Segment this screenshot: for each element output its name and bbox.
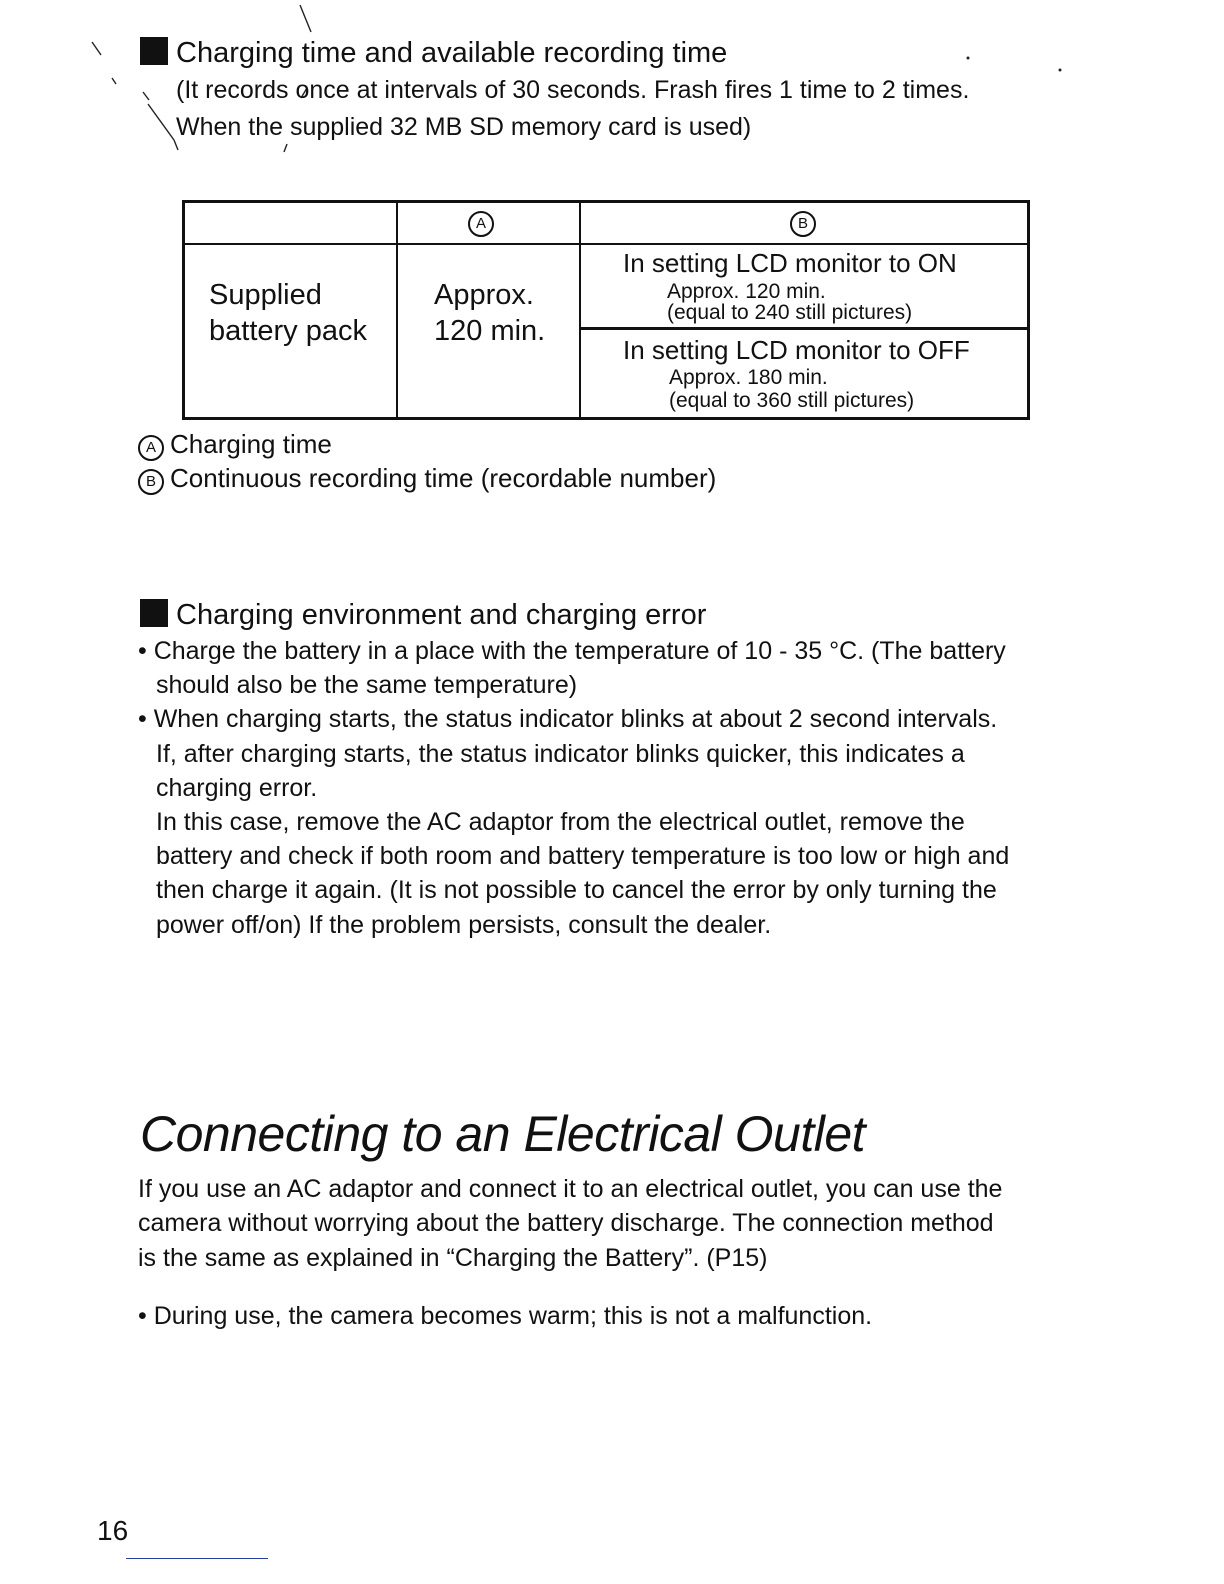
charging-time-line-1: Approx. (434, 279, 534, 311)
circled-a-symbol: A (138, 435, 164, 461)
lcd-on-condition: In setting LCD monitor to ON (623, 248, 957, 278)
bullet-2-line-7: power off/on) If the problem persists, consult the dealer. (156, 910, 772, 939)
lcd-on-time: Approx. 120 min. (667, 280, 826, 303)
bullet-2-line-2: If, after charging starts, the status indicator blinks quicker, this indicates a (156, 739, 965, 768)
outlet-bullet: • During use, the camera becomes warm; this is not a malfunction. (138, 1302, 873, 1330)
table-divider (579, 203, 581, 417)
lcd-off-condition: In setting LCD monitor to OFF (623, 335, 970, 365)
circled-b-symbol: B (790, 211, 816, 237)
table-divider (185, 243, 1027, 245)
footer-rule (126, 1558, 268, 1559)
bullet-1-line-2: should also be the same temperature) (156, 671, 578, 700)
charging-time-line-2: 120 min. (434, 315, 546, 347)
outlet-para-line-2: camera without worrying about the battery discharge. The connection method (138, 1209, 994, 1237)
charging-table (182, 200, 1030, 420)
bullet-2-line-3: charging error. (156, 773, 318, 802)
column-a-header (468, 211, 494, 237)
lcd-on-pictures: (equal to 240 still pictures) (667, 301, 913, 324)
table-divider (581, 327, 1027, 330)
lcd-off-time: Approx. 180 min. (669, 366, 828, 389)
outlet-para-line-3: is the same as explained in “Charging the Battery”. (P15) (138, 1244, 768, 1272)
lcd-off-pictures: (equal to 360 still pictures) (669, 389, 915, 412)
heading-square-icon (140, 599, 168, 627)
outlet-para-line-1: If you use an AC adaptor and connect it to an electrical outlet, you can use the (138, 1175, 1003, 1203)
charging-note-line-1: (It records once at intervals of 30 seconds. Frash fires 1 time to 2 times. (176, 76, 970, 104)
heading-square-icon (140, 37, 168, 65)
page-number: 16 (97, 1515, 129, 1546)
row-label-line-2: battery pack (209, 315, 367, 347)
bullet-2-line-4: In this case, remove the AC adaptor from the electrical outlet, remove the (156, 808, 965, 837)
bullet-2-line-5: battery and check if both room and battery temperature is too low or high and (156, 842, 1010, 871)
charging-note-line-2: When the supplied 32 MB SD memory card is used) (176, 113, 752, 141)
row-label-line-1: Supplied (209, 279, 322, 311)
environment-bullets (138, 634, 1088, 942)
circled-a-symbol: A (468, 211, 494, 237)
outlet-title: Connecting to an Electrical Outlet (140, 1106, 866, 1162)
bullet-2-line-1: • When charging starts, the status indicator blinks at about 2 second intervals. (138, 705, 998, 734)
column-b-header (790, 211, 816, 237)
charging-environment-heading (140, 598, 706, 632)
bullet-2-line-6: then charge it again. (It is not possible to cancel the error by only turning the (156, 876, 997, 905)
legend-b (138, 462, 716, 495)
charging-time-heading-text: Charging time and available recording time (176, 37, 728, 69)
legend-a (138, 428, 332, 461)
table-divider (396, 203, 398, 417)
bullet-1-line-1: • Charge the battery in a place with the temperature of 10 - 35 °C. (The battery (138, 637, 1006, 665)
legend-b-text: Continuous recording time (recordable number) (170, 463, 717, 493)
charging-environment-heading-text: Charging environment and charging error (176, 599, 707, 631)
circled-b-symbol: B (138, 469, 164, 495)
charging-time-heading (140, 36, 727, 70)
legend-a-text: Charging time (170, 429, 332, 459)
